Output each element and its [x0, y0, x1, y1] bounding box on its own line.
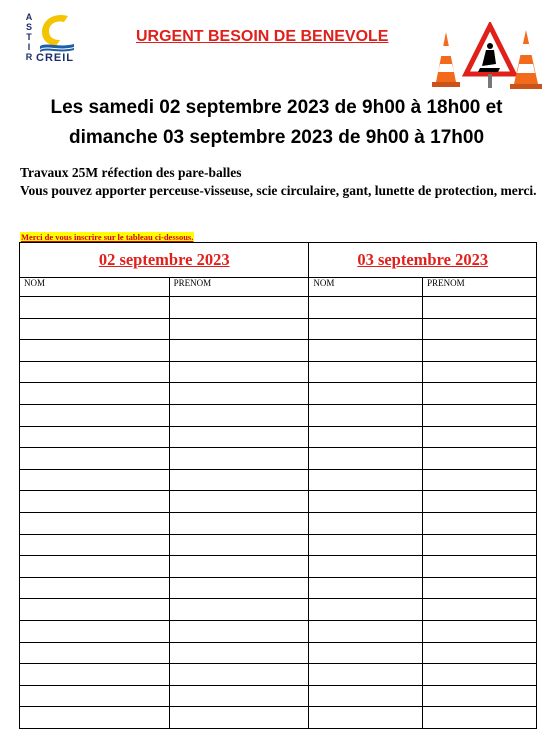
day1-nom-cell[interactable] [20, 685, 170, 707]
signup-note: Merci de vous inscrire sur le tableau ci-dessous. [21, 232, 194, 242]
day2-header [309, 243, 537, 278]
day2-nom-cell[interactable] [309, 556, 423, 578]
day2-nom-cell[interactable] [309, 685, 423, 707]
day2-prenom-cell[interactable] [423, 361, 537, 383]
day1-nom-cell[interactable] [20, 599, 170, 621]
day1-prenom-cell[interactable] [169, 491, 309, 513]
day2-prenom-cell[interactable] [423, 469, 537, 491]
day2-nom-cell[interactable] [309, 577, 423, 599]
day1-nom-cell[interactable] [20, 556, 170, 578]
day1-prenom-cell[interactable] [169, 642, 309, 664]
day2-prenom-cell[interactable] [423, 512, 537, 534]
table-row [20, 361, 537, 383]
table-row [20, 383, 537, 405]
day2-header-label: 03 septembre 2023 [357, 250, 489, 269]
day2-nom-cell[interactable] [309, 318, 423, 340]
day1-nom-cell[interactable] [20, 340, 170, 362]
table-row [20, 448, 537, 470]
day2-nom-cell[interactable] [309, 361, 423, 383]
day2-prenom-cell[interactable] [423, 404, 537, 426]
day2-nom-cell[interactable] [309, 512, 423, 534]
day1-nom-cell[interactable] [20, 318, 170, 340]
day2-prenom-cell[interactable] [423, 491, 537, 513]
day1-prenom-cell[interactable] [169, 448, 309, 470]
day2-prenom-cell[interactable] [423, 642, 537, 664]
headline: URGENT BESOIN DE BENEVOLE [136, 28, 389, 45]
day2-nom-cell[interactable] [309, 383, 423, 405]
table-row [20, 426, 537, 448]
day1-nom-cell[interactable] [20, 383, 170, 405]
day2-prenom-cell[interactable] [423, 297, 537, 319]
table-row [20, 469, 537, 491]
day1-nom-cell[interactable] [20, 404, 170, 426]
day1-prenom-cell[interactable] [169, 426, 309, 448]
day1-header [20, 243, 309, 278]
day1-nom-cell[interactable] [20, 448, 170, 470]
dates-line-2: dimanche 03 septembre 2023 de 9h00 à 17h00 [68, 127, 485, 148]
day1-nom-cell[interactable] [20, 491, 170, 513]
info-line-1: Travaux 25M réfection des pare-balles [20, 165, 242, 180]
logo-letter: I [27, 42, 31, 52]
day2-prenom-cell[interactable] [423, 556, 537, 578]
day2-nom-cell[interactable] [309, 426, 423, 448]
table-row [20, 556, 537, 578]
day2-nom-cell[interactable] [309, 664, 423, 686]
day1-prenom-cell[interactable] [169, 361, 309, 383]
event-dates [0, 93, 553, 153]
day2-prenom-cell[interactable] [423, 577, 537, 599]
table-row [20, 577, 537, 599]
logo-letter: S [25, 22, 32, 32]
day2-nom-cell[interactable] [309, 599, 423, 621]
day1-prenom-cell[interactable] [169, 383, 309, 405]
table-row [20, 599, 537, 621]
roadworks-cones-icon [432, 22, 544, 94]
day2-nom-cell[interactable] [309, 340, 423, 362]
table-row [20, 297, 537, 319]
day2-prenom-cell[interactable] [423, 383, 537, 405]
day2-nom-cell[interactable] [309, 642, 423, 664]
signup-table [19, 242, 537, 729]
dates-line-1: Les samedi 02 septembre 2023 de 9h00 à 18h00 et [50, 97, 503, 118]
table-row [20, 534, 537, 556]
day2-nom-cell[interactable] [309, 620, 423, 642]
day1-nom-cell[interactable] [20, 642, 170, 664]
table-row [20, 318, 537, 340]
day1-nom-cell[interactable] [20, 664, 170, 686]
logo-name: CREIL [36, 52, 74, 64]
day2-nom-cell[interactable] [309, 404, 423, 426]
day1-nom-cell[interactable] [20, 707, 170, 729]
logo-letter: R [25, 52, 33, 62]
day1-nom-cell[interactable] [20, 297, 170, 319]
day1-prenom-cell[interactable] [169, 577, 309, 599]
day2-prenom-cell[interactable] [423, 318, 537, 340]
day2-prenom-cell[interactable] [423, 599, 537, 621]
logo-vertical-text [24, 12, 34, 62]
day1-prenom-cell[interactable] [169, 620, 309, 642]
day1-prenom-cell[interactable] [169, 318, 309, 340]
day2-prenom-cell[interactable] [423, 448, 537, 470]
day1-nom-cell[interactable] [20, 426, 170, 448]
table-row [20, 642, 537, 664]
info-line-2: Vous pouvez apporter perceuse-visseuse, scie circulaire, gant, lunette de protection, merci. [20, 183, 537, 198]
logo-letter: A [25, 12, 33, 22]
table-row [20, 707, 537, 729]
day1-prenom-cell[interactable] [169, 556, 309, 578]
day1-col-nom: NOM [20, 278, 170, 297]
day1-nom-cell[interactable] [20, 577, 170, 599]
day1-nom-cell[interactable] [20, 469, 170, 491]
day1-prenom-cell[interactable] [169, 404, 309, 426]
day2-nom-cell[interactable] [309, 469, 423, 491]
day1-prenom-cell[interactable] [169, 469, 309, 491]
day1-nom-cell[interactable] [20, 512, 170, 534]
day1-nom-cell[interactable] [20, 534, 170, 556]
day1-col-prenom: PRENOM [169, 278, 309, 297]
day2-prenom-cell[interactable] [423, 534, 537, 556]
day1-prenom-cell[interactable] [169, 534, 309, 556]
day2-prenom-cell[interactable] [423, 664, 537, 686]
table-row [20, 512, 537, 534]
day2-prenom-cell[interactable] [423, 707, 537, 729]
table-row [20, 404, 537, 426]
day1-prenom-cell[interactable] [169, 297, 309, 319]
day2-col-prenom: PRENOM [423, 278, 537, 297]
day2-prenom-cell[interactable] [423, 340, 537, 362]
day1-prenom-cell[interactable] [169, 707, 309, 729]
logo-emblem-icon [34, 12, 80, 54]
day2-nom-cell[interactable] [309, 534, 423, 556]
table-row [20, 664, 537, 686]
table-row [20, 491, 537, 513]
work-info [20, 164, 540, 200]
day1-nom-cell[interactable] [20, 361, 170, 383]
table-row [20, 620, 537, 642]
day2-nom-cell[interactable] [309, 297, 423, 319]
logo-letter: T [26, 32, 32, 42]
day2-nom-cell[interactable] [309, 491, 423, 513]
day1-header-label: 02 septembre 2023 [98, 250, 230, 269]
table-row [20, 340, 537, 362]
day1-prenom-cell[interactable] [169, 512, 309, 534]
day2-nom-cell[interactable] [309, 448, 423, 470]
day1-prenom-cell[interactable] [169, 664, 309, 686]
day1-prenom-cell[interactable] [169, 685, 309, 707]
day1-prenom-cell[interactable] [169, 340, 309, 362]
day1-prenom-cell[interactable] [169, 599, 309, 621]
day2-col-nom: NOM [309, 278, 423, 297]
astir-creil-logo [22, 10, 80, 66]
day2-prenom-cell[interactable] [423, 426, 537, 448]
day1-nom-cell[interactable] [20, 620, 170, 642]
day2-prenom-cell[interactable] [423, 685, 537, 707]
day2-nom-cell[interactable] [309, 707, 423, 729]
table-row [20, 685, 537, 707]
day2-prenom-cell[interactable] [423, 620, 537, 642]
